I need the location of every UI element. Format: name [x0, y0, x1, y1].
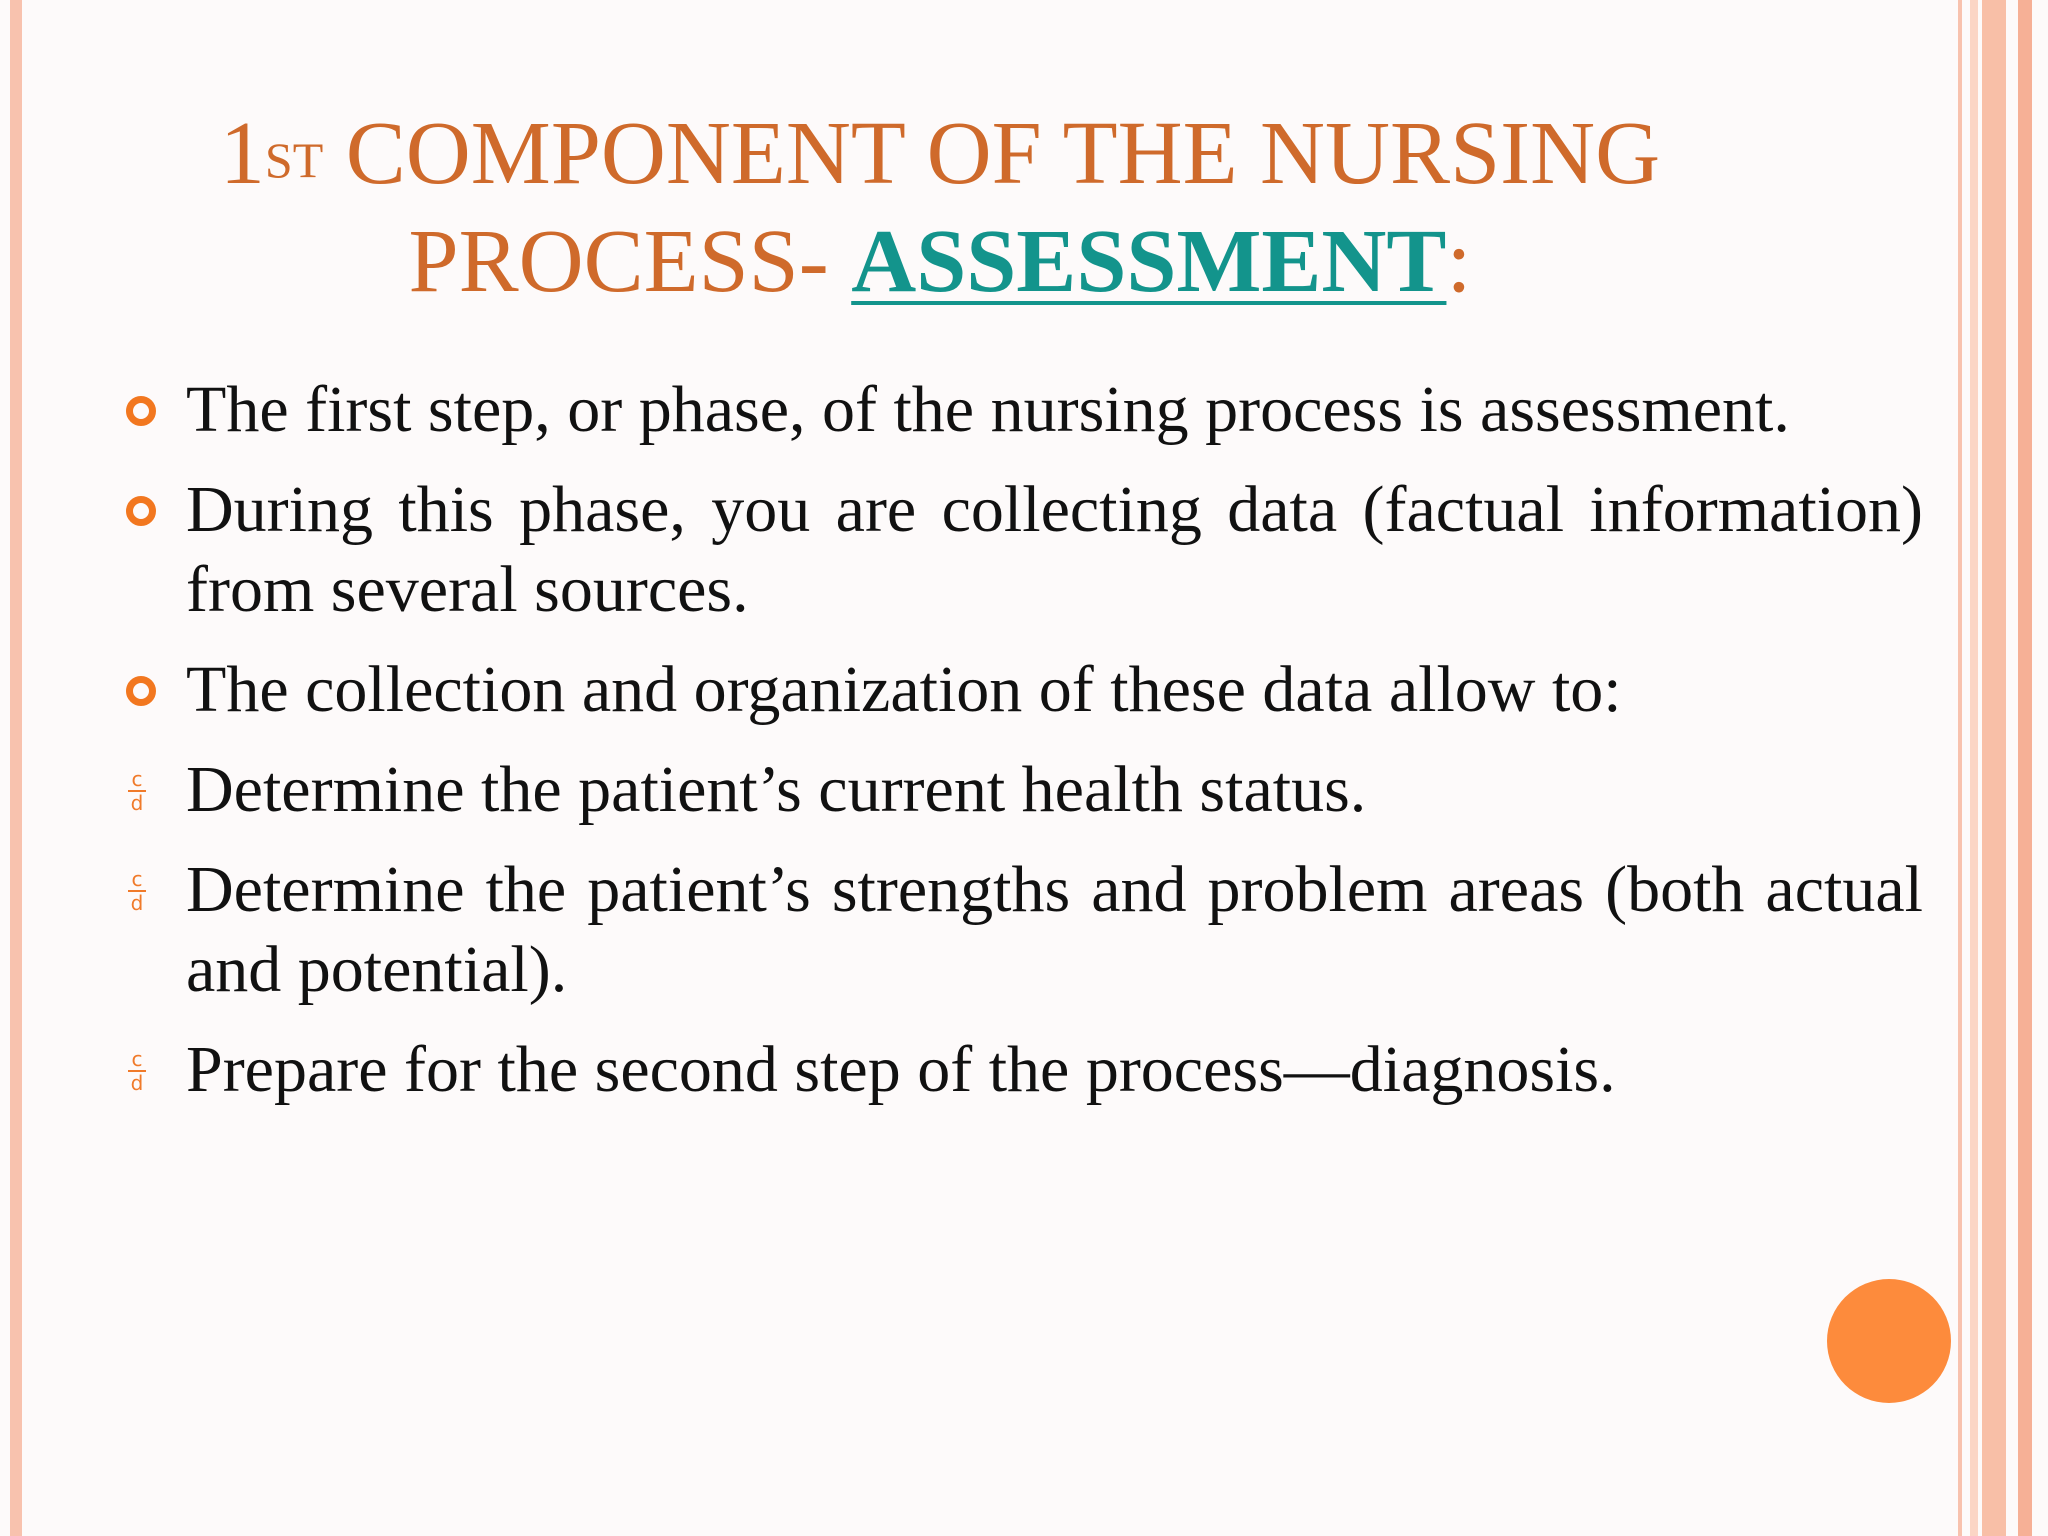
list-item-text: Determine the patient’s current health status.: [186, 753, 1367, 826]
right-border-stripe: [1958, 0, 1962, 1536]
list-item: [118, 650, 1923, 730]
ring-bullet-icon: [126, 676, 156, 706]
right-border-stripe: [1982, 0, 2006, 1536]
left-border-stripe: [10, 0, 22, 1536]
list-item-text: During this phase, you are collecting data (factual information) from several sources.: [186, 473, 1923, 626]
slide-title: [150, 100, 1730, 316]
ring-bullet-icon: [126, 496, 156, 526]
title-line1: COMPONENT OF THE NURSING: [323, 104, 1661, 203]
list-item: [118, 850, 1923, 1010]
cd-bullet-icon: c d: [124, 1048, 150, 1094]
list-item-text: Determine the patient’s strengths and problem areas (both actual and potential).: [186, 853, 1923, 1006]
bullet-list: [118, 370, 1923, 1130]
list-item: [118, 1030, 1923, 1110]
cd-bullet-icon: c d: [124, 768, 150, 814]
title-number: 1: [219, 104, 265, 203]
title-superscript: ST: [264, 132, 324, 188]
title-line2-prefix: PROCESS-: [408, 212, 852, 311]
title-accent-word: ASSESSMENT: [851, 212, 1447, 311]
list-item-text: Prepare for the second step of the process—diagnosis.: [186, 1033, 1616, 1106]
title-suffix: :: [1446, 212, 1472, 311]
right-border-stripe: [1970, 0, 1978, 1536]
list-item: [118, 750, 1923, 830]
right-border-stripe: [2018, 0, 2032, 1536]
ring-bullet-icon: [126, 396, 156, 426]
list-item-text: The first step, or phase, of the nursing process is assessment.: [186, 373, 1790, 446]
list-item: [118, 370, 1923, 450]
list-item-text: The collection and organization of these data allow to:: [186, 653, 1622, 726]
cd-bullet-icon: c d: [124, 868, 150, 914]
decorative-circle: [1827, 1279, 1951, 1403]
list-item: [118, 470, 1923, 630]
